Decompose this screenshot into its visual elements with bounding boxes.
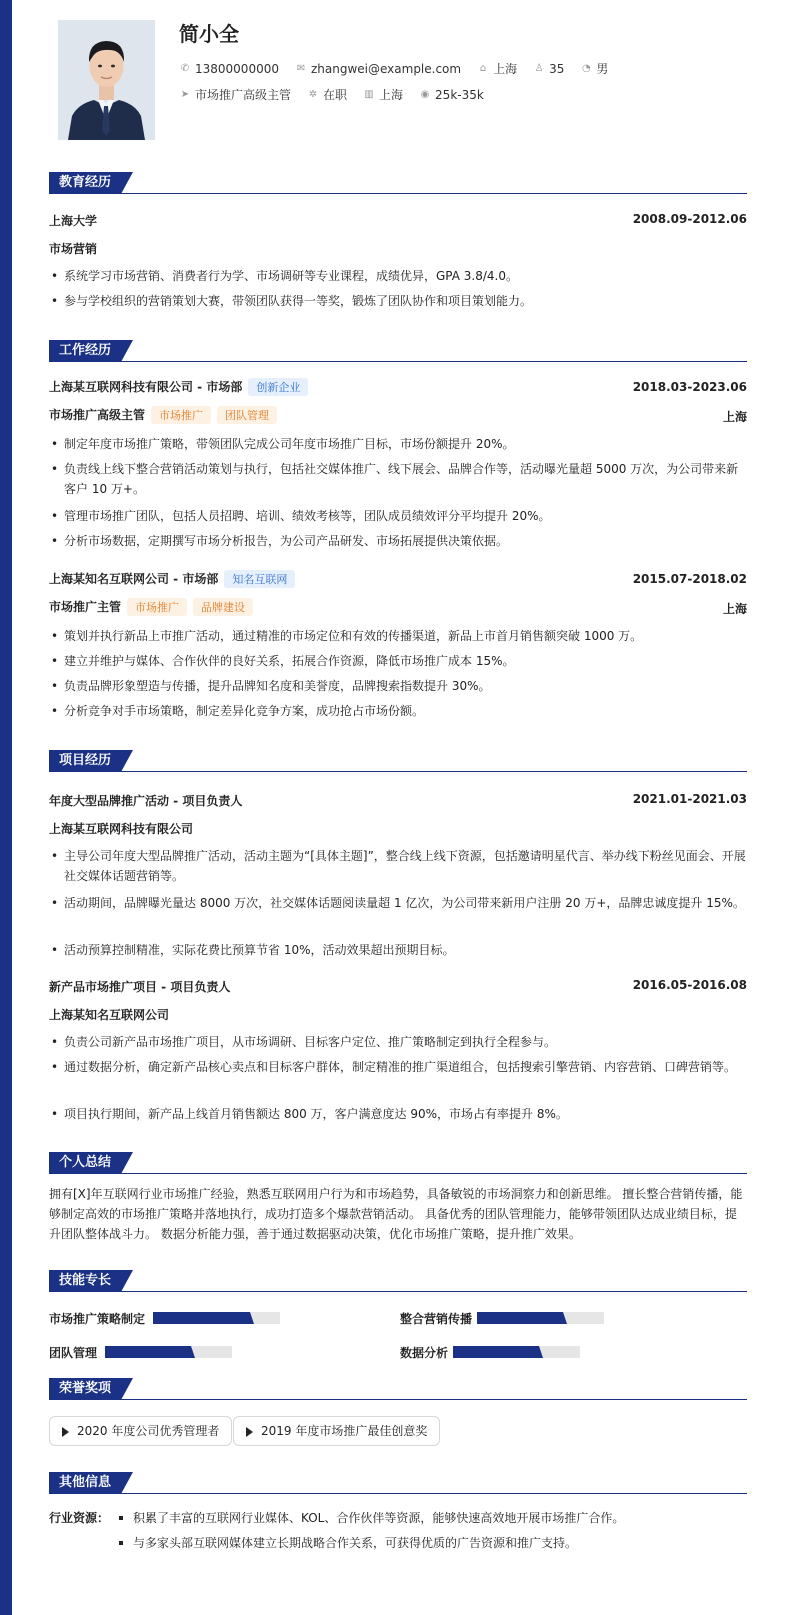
summary-section — [49, 1152, 747, 1241]
list-item: • 分析竞争对手市场策略，制定差异化竞争方案，成功抢占市场份额。 — [49, 701, 747, 721]
skill-level-fill — [153, 1312, 250, 1324]
skill-name: 团队管理 — [49, 1346, 98, 1360]
section-title: 技能专长 — [49, 1270, 121, 1292]
email-address: zhangwei@example.com — [310, 61, 462, 76]
section-header — [49, 1378, 747, 1400]
age: 35 — [549, 61, 565, 76]
awards-section — [49, 1378, 747, 1438]
list-item: 与多家头部互联网媒体建立长期战略合作关系，可获得优质的广告资源和推广支持。 — [115, 1533, 745, 1553]
section-title: 其他信息 — [49, 1472, 121, 1494]
section-header — [49, 1152, 747, 1174]
section-header — [49, 1472, 747, 1494]
award-name: 2020 年度公司优秀管理者 — [77, 1424, 220, 1438]
phone-icon: ✆ — [180, 63, 190, 74]
building-icon: ▥ — [364, 89, 374, 100]
job-position — [49, 598, 747, 616]
phone-number: 13800000000 — [195, 61, 279, 76]
section-title: 工作经历 — [49, 340, 121, 362]
list-item: • 通过数据分析，确定新产品核心卖点和目标客户群体，制定精准的推广渠道组合，包括搜索引擎营销、内容营销、口碑营销等。 — [49, 1057, 747, 1077]
list-item: • 建立并维护与媒体、合作伙伴的良好关系，拓展合作资源，降低市场推广成本 15%。 — [49, 651, 747, 671]
position-title: 市场推广高级主管 — [49, 408, 146, 422]
play-icon — [62, 1427, 69, 1437]
gender: 男 — [596, 62, 609, 76]
avatar-illustration — [58, 20, 155, 140]
list-item: • 制定年度市场推广策略，带领团队完成公司年度市场推广目标，市场份额提升 20%。 — [49, 434, 747, 454]
section-header — [49, 340, 747, 362]
summary-text: 拥有[X]年互联网行业市场推广经验，熟悉互联网用户行为和市场趋势，具备敏锐的市场洞察力和创新思维。 擅长整合营销传播，能够制定高效的市场推广策略并落地执行，成功打造多个爆款营销活动。 具备优秀的团队管理能力，能够带领团队达成业绩目标，提升团队整体战斗力。 数据分析能力强，善于通过数据驱动决策，优化市场推广策略，提升推广效果。 — [49, 1187, 743, 1241]
position-title: 市场推广主管 — [49, 600, 122, 614]
project-name: 年度大型品牌推广活动 - 项目负责人 — [49, 794, 243, 808]
list-item: • 参与学校组织的营销策划大赛，带领团队获得一等奖，锻炼了团队协作和项目策划能力。 — [49, 291, 747, 311]
skills-section — [49, 1270, 747, 1360]
company-name: 上海某互联网科技有限公司 - 市场部 — [49, 380, 243, 394]
project-company: 上海某互联网科技有限公司 — [49, 822, 194, 836]
list-item: • 活动预算控制精准，实际花费比预算节省 10%，活动效果超出预期目标。 — [49, 940, 747, 960]
section-header — [49, 1270, 747, 1292]
section-title: 项目经历 — [49, 750, 121, 772]
list-item: • 策划并执行新品上市推广活动，通过精准的市场定位和有效的传播渠道，新品上市首月销售额突破 1000 万。 — [49, 626, 747, 646]
skill-bar — [477, 1312, 604, 1324]
contact-info-row — [179, 60, 618, 77]
other-label: 行业资源： — [49, 1511, 110, 1525]
skill-level-fill — [453, 1346, 539, 1358]
company-tag: 知名互联网 — [224, 570, 295, 588]
job-status: 在职 — [323, 88, 348, 102]
list-item: • 负责线上线下整合营销活动策划与执行，包括社交媒体推广、线下展会、品牌合作等，活动曝光量超 5000 万次，为公司带来新客户 10 万+。 — [49, 459, 747, 499]
list-item: • 系统学习市场营销、消费者行为学、市场调研等专业课程，成绩优异，GPA 3.8/4.0。 — [49, 266, 747, 286]
job-period: 2015.07-2018.02 — [632, 572, 747, 586]
resume-body — [12, 152, 794, 1615]
section-header — [49, 750, 747, 772]
profile-photo — [58, 20, 155, 140]
section-title: 教育经历 — [49, 172, 121, 194]
target-job: 市场推广高级主管 — [195, 88, 292, 102]
job-position — [49, 406, 747, 424]
list-item: • 主导公司年度大型品牌推广活动，活动主题为“[具体主题]”，整合线上线下资源，包括邀请明星代言、举办线下粉丝见面会、开展社交媒体话题营销等。 — [49, 846, 747, 886]
education-section — [49, 172, 747, 308]
location: 上海 — [493, 62, 518, 76]
home-icon: ⌂ — [479, 63, 487, 74]
candidate-name: 简小全 — [179, 22, 239, 46]
project-period: 2016.05-2016.08 — [632, 978, 747, 992]
skill-tag: 市场推广 — [127, 598, 187, 616]
list-item: • 负责品牌形象塑造与传播，提升品牌知名度和美誉度，品牌搜索指数提升 30%。 — [49, 676, 747, 696]
other-info-section — [49, 1472, 747, 1550]
skill-level-fill — [105, 1346, 191, 1358]
major: 市场营销 — [49, 242, 98, 256]
skill-bar — [105, 1346, 232, 1358]
job-period: 2018.03-2023.06 — [632, 380, 747, 394]
company-tag: 创新企业 — [248, 378, 308, 396]
section-title: 荣誉奖项 — [49, 1378, 121, 1400]
work-section — [49, 340, 747, 718]
expected-salary: 25k-35k — [435, 87, 484, 102]
play-icon — [246, 1427, 253, 1437]
project-period: 2021.01-2021.03 — [632, 792, 747, 806]
project-company: 上海某知名互联网公司 — [49, 1008, 170, 1022]
list-item: 积累了丰富的互联网行业媒体、KOL、合作伙伴等资源，能够快速高效地开展市场推广合作。 — [115, 1508, 745, 1528]
skill-name: 整合营销传播 — [400, 1312, 473, 1326]
skill-name: 市场推广策略制定 — [49, 1312, 146, 1326]
job-city: 上海 — [722, 602, 747, 616]
list-item: • 分析市场数据，定期撰写市场分析报告，为公司产品研发、市场拓展提供决策依据。 — [49, 531, 747, 551]
education-period: 2008.09-2012.06 — [632, 212, 747, 226]
section-title: 个人总结 — [49, 1152, 121, 1174]
skill-tag: 市场推广 — [151, 406, 211, 424]
school-name: 上海大学 — [49, 214, 98, 228]
project-name: 新产品市场推广项目 - 项目负责人 — [49, 980, 231, 994]
list-item: • 活动期间，品牌曝光量达 8000 万次，社交媒体话题阅读量超 1 亿次，为公司带来新用户注册 20 万+，品牌忠诚度提升 15%。 — [49, 893, 747, 913]
resume-header — [0, 0, 794, 152]
send-icon: ➤ — [180, 89, 190, 100]
skill-name: 数据分析 — [400, 1346, 449, 1360]
status-icon: ✲ — [308, 89, 318, 100]
award-badge — [233, 1416, 440, 1446]
target-city: 上海 — [379, 88, 404, 102]
skill-level-fill — [477, 1312, 563, 1324]
award-badge — [49, 1416, 232, 1446]
job-city: 上海 — [722, 410, 747, 424]
salary-icon: ◉ — [420, 89, 430, 100]
age-icon: ♙ — [534, 63, 544, 74]
company-name: 上海某知名互联网公司 - 市场部 — [49, 572, 219, 586]
projects-section — [49, 750, 747, 1121]
job-intent-row — [179, 86, 494, 103]
gender-icon: ◔ — [582, 63, 591, 74]
list-item: • 负责公司新产品市场推广项目，从市场调研、目标客户定位、推广策略制定到执行全程参与。 — [49, 1032, 747, 1052]
skill-bar — [153, 1312, 280, 1324]
skill-tag: 团队管理 — [217, 406, 277, 424]
mail-icon: ✉ — [296, 63, 306, 74]
award-name: 2019 年度市场推广最佳创意奖 — [261, 1424, 428, 1438]
list-item: • 项目执行期间，新产品上线首月销售额达 800 万，客户满意度达 90%，市场占有率提升 8%。 — [49, 1104, 747, 1124]
section-header — [49, 172, 747, 194]
skill-tag: 品牌建设 — [193, 598, 253, 616]
skill-bar — [453, 1346, 580, 1358]
list-item: • 管理市场推广团队，包括人员招聘、培训、绩效考核等，团队成员绩效评分平均提升 20%。 — [49, 506, 747, 526]
header-accent-band — [0, 0, 12, 152]
